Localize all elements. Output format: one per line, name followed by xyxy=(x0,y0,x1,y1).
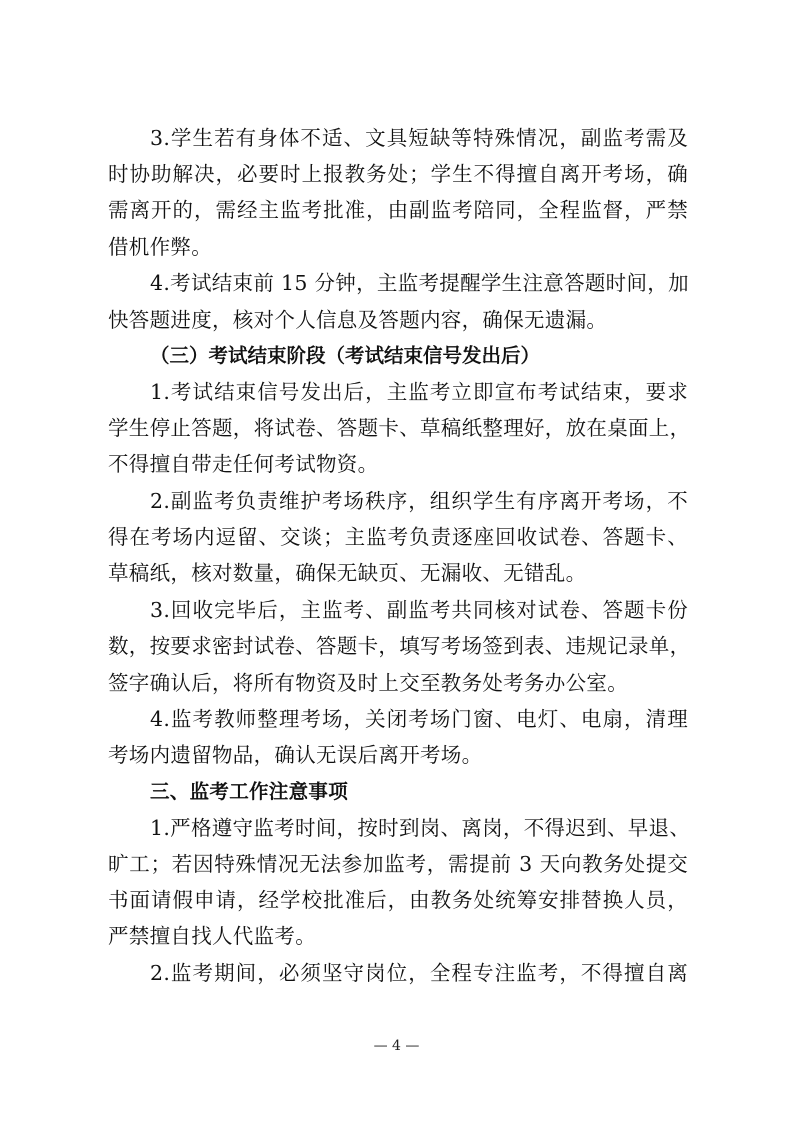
text-line: 旷工；若因特殊情况无法参加监考，需提前 3 天向教务处提交 xyxy=(108,852,688,877)
paragraph-note-2 xyxy=(108,955,688,991)
text-line: 3.回收完毕后，主监考、副监考共同核对试卷、答题卡份 xyxy=(150,598,688,623)
paragraph-end-4 xyxy=(108,701,688,773)
text-line: 4.监考教师整理考场，关闭考场门窗、电灯、电扇，清理 xyxy=(150,707,688,732)
text-line: 不得擅自带走任何考试物资。 xyxy=(108,452,379,477)
text-line: 考场内遗留物品，确认无误后离开考场。 xyxy=(108,743,483,768)
page-number: — 4 — xyxy=(373,1038,420,1054)
paragraph-end-3 xyxy=(108,592,691,701)
text-line: 数，按要求密封试卷、答题卡，填写考场签到表、违规记录单， xyxy=(108,634,691,659)
text-line: 2.副监考负责维护考场秩序，组织学生有序离开考场，不 xyxy=(150,489,688,514)
text-line: 3.学生若有身体不适、文具短缺等特殊情况，副监考需及 xyxy=(150,126,688,150)
text-line: 严禁擅自找人代监考。 xyxy=(108,924,316,949)
paragraph-end-2 xyxy=(108,483,688,592)
section-heading-notes: 三、监考工作注意事项 xyxy=(150,779,349,803)
text-line: 签字确认后，将所有物资及时上交至教务处考务办公室。 xyxy=(108,670,628,695)
text-line: 1.考试结束信号发出后，主监考立即宣布考试结束，要求 xyxy=(150,379,688,404)
text-line: 4.考试结束前 15 分钟，主监考提醒学生注意答题时间，加 xyxy=(150,271,689,296)
text-line: 得在考场内逗留、交谈；主监考负责逐座回收试卷、答题卡、 xyxy=(108,525,688,550)
paragraph-end-1 xyxy=(108,374,691,483)
text-line: 学生停止答题，将试卷、答题卡、草稿纸整理好，放在桌面上， xyxy=(108,416,691,441)
text-line: 1.严格遵守监考时间，按时到岗、离岗，不得迟到、早退、 xyxy=(150,815,691,840)
text-line: 借机作弊。 xyxy=(108,234,212,259)
text-line: 书面请假申请，经学校批准后，由教务处统筹安排替换人员， xyxy=(108,888,688,913)
text-line: 2.监考期间，必须坚守岗位，全程专注监考，不得擅自离 xyxy=(150,961,688,986)
text-line: 需离开的，需经主监考批准，由副监考陪同，全程监督，严禁 xyxy=(108,198,688,223)
paragraph-note-1 xyxy=(108,810,691,955)
paragraph-item-3 xyxy=(108,120,688,265)
text-line: 时协助解决，必要时上报教务处；学生不得擅自离开考场，确 xyxy=(108,162,688,187)
text-line: 草稿纸，核对数量，确保无缺页、无漏收、无错乱。 xyxy=(108,561,587,586)
document-body xyxy=(108,120,691,991)
section-subheading-exam-end: （三）考试结束阶段（考试结束信号发出后） xyxy=(150,343,541,367)
text-line: 快答题进度，核对个人信息及答题内容，确保无遗漏。 xyxy=(108,307,608,332)
paragraph-item-4 xyxy=(108,265,688,337)
